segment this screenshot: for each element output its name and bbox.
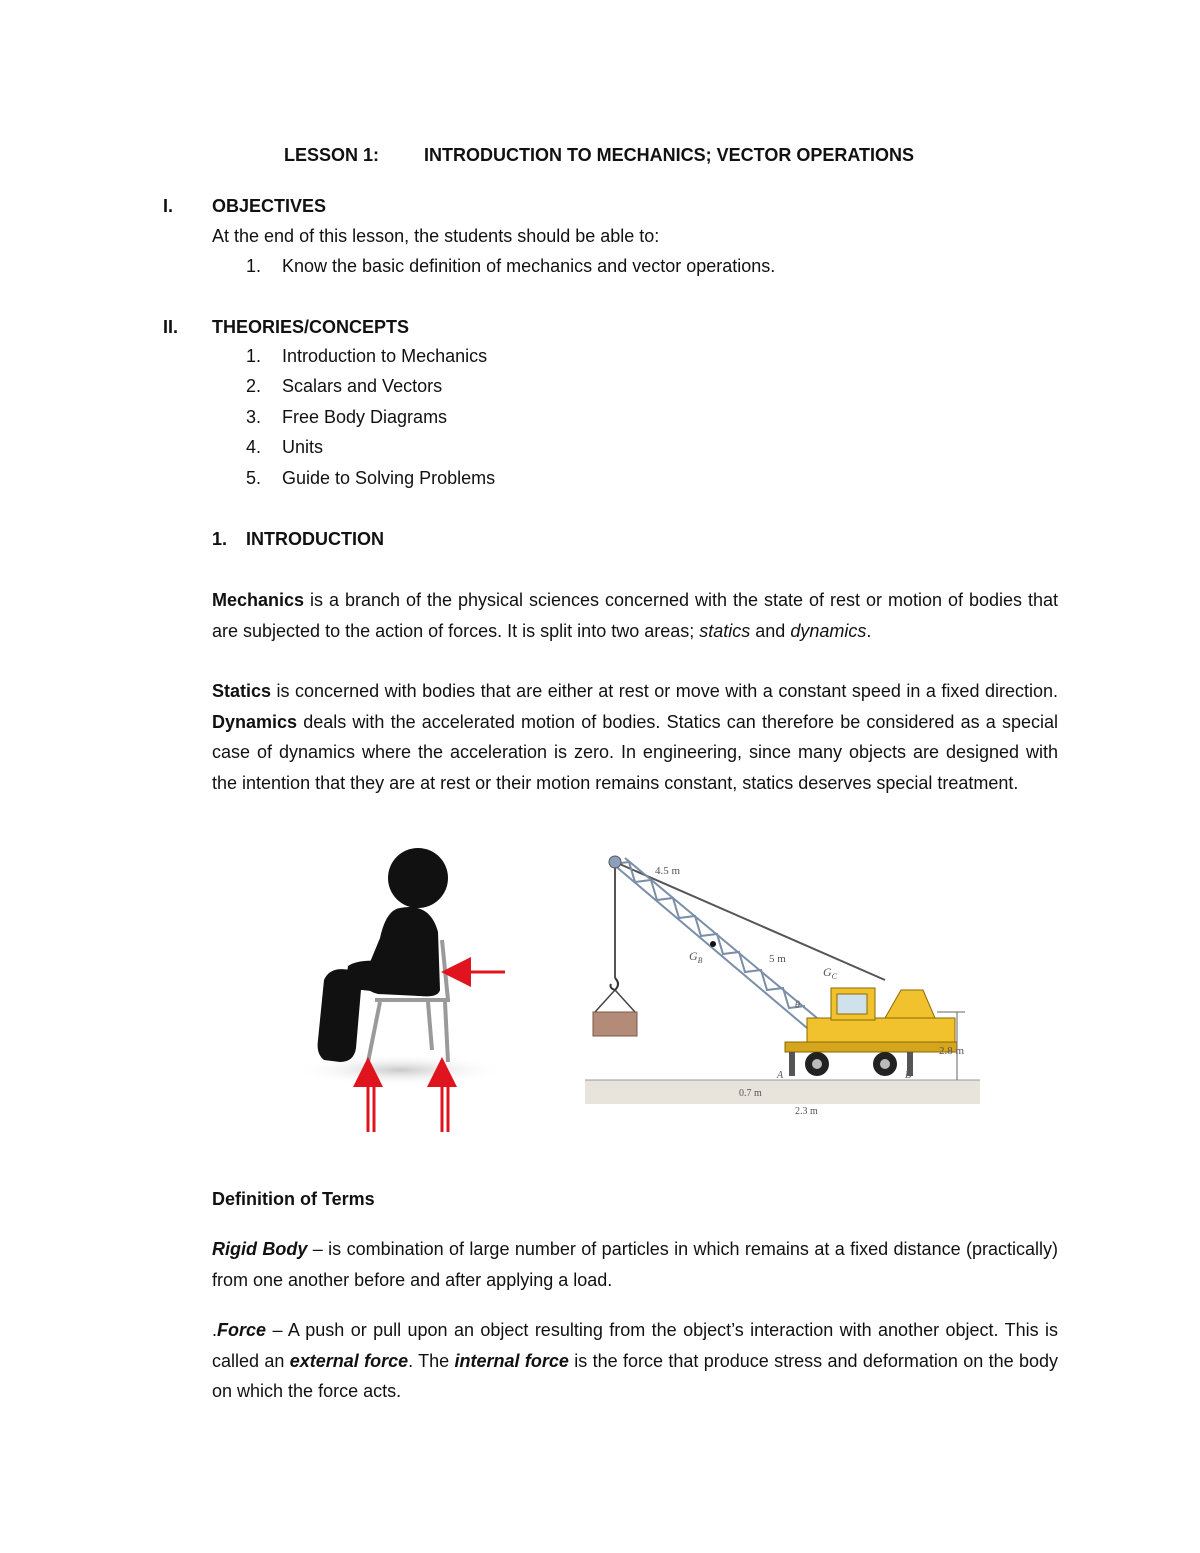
introduction-heading: INTRODUCTION xyxy=(246,529,384,549)
dim-5: 5 m xyxy=(769,953,786,965)
dim-28: 2.8 m xyxy=(939,1045,965,1057)
ground xyxy=(585,1080,980,1104)
force-paragraph xyxy=(212,1315,1058,1407)
label-a: A xyxy=(777,1070,784,1081)
lesson-label: LESSON 1: xyxy=(284,145,380,165)
rigid-body-term: Rigid Body xyxy=(212,1239,308,1259)
external-force-term: external force xyxy=(289,1350,409,1371)
theories-item-num: 1. xyxy=(246,346,262,366)
theories-numeral: II. xyxy=(163,317,179,337)
gb-marker xyxy=(710,941,716,947)
dynamics-term: Dynamics xyxy=(212,711,298,732)
dynamics-text: deals with the accelerated motion of bodies. Statics can therefore be considered as a special case of dynamics where the acceleration is zero. In engineering, since many objects are designed with the intention that they are at rest or their motion remains constant, statics deserves special treatment. xyxy=(212,711,1058,793)
label-theta: θ xyxy=(795,1000,800,1011)
statics-text: is concerned with bodies that are either at rest or move with a constant speed in a fixed direction. xyxy=(271,681,1058,701)
period: . xyxy=(866,620,872,641)
and-text: and xyxy=(750,620,791,641)
theories-item-num: 2. xyxy=(246,376,262,396)
force-text-2: . The xyxy=(408,1350,455,1371)
label-gc: $G_C$ xyxy=(823,965,838,981)
crane-body xyxy=(785,988,957,1076)
theories-item-text: Free Body Diagrams xyxy=(282,407,448,427)
force-prefix: . xyxy=(212,1320,218,1340)
theories-item-text: Introduction to Mechanics xyxy=(282,346,488,366)
theories-item-text: Scalars and Vectors xyxy=(282,376,443,396)
introduction-num: 1. xyxy=(212,529,228,549)
theories-heading: THEORIES/CONCEPTS xyxy=(212,317,410,337)
internal-force-term: internal force xyxy=(454,1350,569,1371)
definitions-heading: Definition of Terms xyxy=(212,1189,375,1209)
dynamics-term-italic: dynamics xyxy=(790,620,867,641)
objectives-numeral: I. xyxy=(163,196,174,216)
theories-item-num: 3. xyxy=(246,407,262,427)
crane-illustration xyxy=(585,832,990,1127)
statics-term: Statics xyxy=(212,681,272,701)
force-text-3: is the force that produce stress and deformation on the body on which the force acts. xyxy=(212,1350,1058,1401)
dim-23: 2.3 m xyxy=(795,1106,818,1117)
objectives-intro: At the end of this lesson, the students should be able to: xyxy=(212,226,660,246)
rigid-body-paragraph xyxy=(212,1234,1058,1295)
objectives-item-num: 1. xyxy=(246,256,262,276)
theories-item-text: Units xyxy=(282,437,324,457)
theories-item-num: 4. xyxy=(246,437,262,457)
dim-45: 4.5 m xyxy=(655,865,681,877)
label-b: B xyxy=(905,1070,912,1081)
force-text-1: – A push or pull upon an object resulting from the object’s interaction with another object. This is called an xyxy=(212,1320,1058,1371)
lesson-title: INTRODUCTION TO MECHANICS; VECTOR OPERATIONS xyxy=(424,145,915,165)
mechanics-paragraph xyxy=(212,585,1058,646)
theories-item-num: 5. xyxy=(246,468,262,488)
theories-item-text: Guide to Solving Problems xyxy=(282,468,496,488)
rigid-body-text: – is combination of large number of particles in which remains at a fixed distance (practically) from one another before and after applying a load. xyxy=(212,1239,1058,1290)
mechanics-term: Mechanics xyxy=(212,590,305,610)
force-term: Force xyxy=(217,1320,267,1340)
seated-figure-illustration xyxy=(290,840,530,1140)
objectives-heading: OBJECTIVES xyxy=(212,196,327,216)
label-gb: $G_B$ xyxy=(689,949,703,965)
statics-term-italic: statics xyxy=(699,620,751,641)
boom-tip xyxy=(609,856,621,868)
statics-paragraph xyxy=(212,676,1058,798)
hook xyxy=(611,978,619,990)
objectives-item-text: Know the basic definition of mechanics and vector operations. xyxy=(282,256,776,276)
dim-07: 0.7 m xyxy=(739,1088,762,1099)
load-crate xyxy=(593,1012,637,1036)
mechanics-text: is a branch of the physical sciences concerned with the state of rest or motion of bodies that are subjected to the action of forces. It is split into two areas; xyxy=(212,590,1058,641)
